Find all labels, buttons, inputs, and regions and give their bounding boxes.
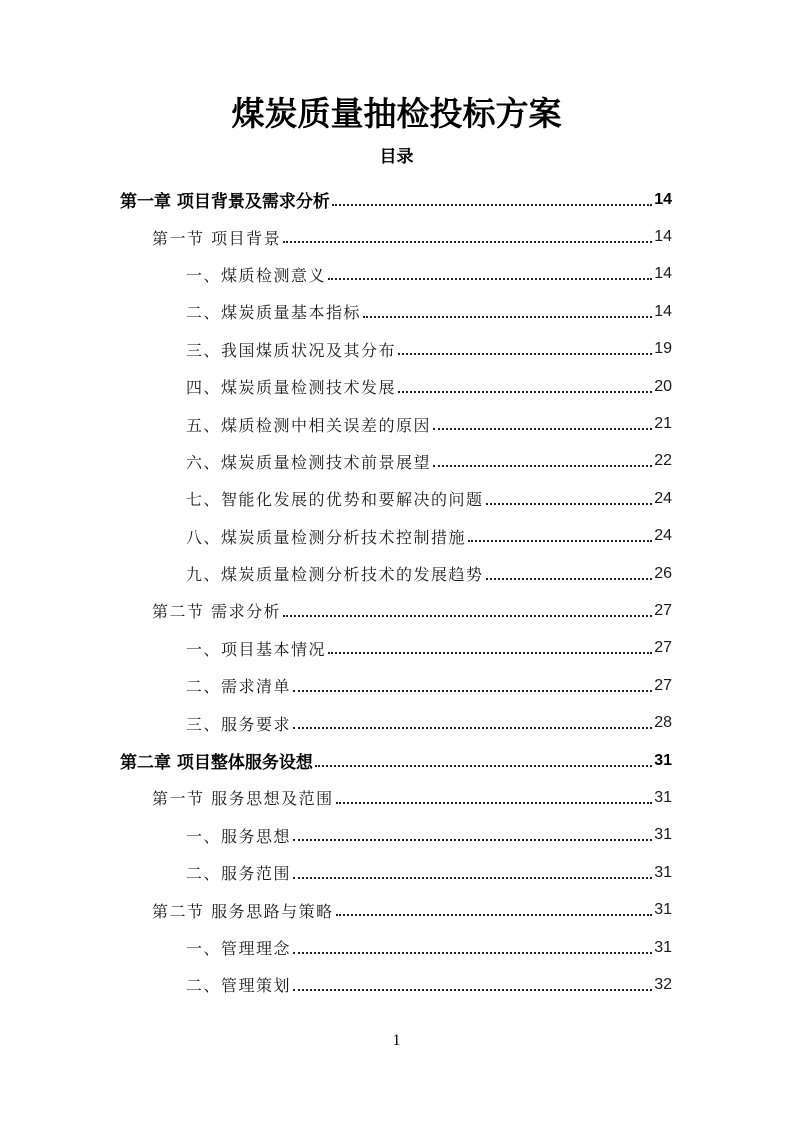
- toc-heading: 目录: [379, 147, 414, 167]
- dot-leader: [283, 227, 652, 247]
- toc-entry-page: 24: [654, 489, 672, 507]
- toc-entry-page: 27: [654, 676, 672, 694]
- toc-entry-label: 一、管理理念: [186, 939, 292, 958]
- dot-leader: [398, 339, 652, 359]
- dot-leader: [468, 526, 652, 546]
- toc-entry-item[interactable]: [0, 256, 793, 293]
- toc-entry-label: 二、管理策划: [186, 976, 292, 996]
- toc-entry-page: 14: [654, 228, 672, 246]
- toc-entry-label: 三、我国煤质状况及其分布: [186, 340, 397, 360]
- toc-entry-label: 五、煤质检测中相关误差的原因: [186, 415, 432, 435]
- toc-entry-label: 第一节 服务思想及范围: [152, 789, 334, 809]
- toc-entry-item[interactable]: [0, 704, 793, 741]
- toc-entry-item[interactable]: [0, 443, 793, 480]
- table-of-contents: [0, 181, 793, 1004]
- dot-leader: [293, 676, 652, 696]
- toc-entry-item[interactable]: [0, 368, 793, 405]
- toc-entry-label: 九、煤炭质量检测分析技术的发展趋势: [186, 565, 484, 585]
- dot-leader: [486, 489, 653, 509]
- toc-entry-page: 31: [654, 788, 672, 806]
- dot-leader: [486, 564, 653, 584]
- toc-entry-label: 第二节 需求分析: [152, 602, 282, 622]
- toc-entry-item[interactable]: [0, 817, 793, 854]
- dot-leader: [283, 601, 652, 621]
- toc-entry-label: 八、煤炭质量检测分析技术控制措施: [186, 527, 467, 547]
- toc-entry-section[interactable]: [0, 891, 793, 928]
- toc-entry-label: 六、煤炭质量检测技术前景展望: [186, 452, 432, 472]
- toc-entry-item[interactable]: [0, 555, 793, 592]
- dot-leader: [336, 788, 653, 808]
- toc-entry-page: 21: [654, 415, 672, 433]
- toc-entry-label: 四、煤炭质量检测技术发展: [186, 378, 397, 398]
- toc-entry-page: 31: [654, 938, 672, 956]
- toc-entry-item[interactable]: [0, 929, 793, 966]
- toc-entry-section[interactable]: [0, 592, 793, 629]
- toc-entry-label: 七、智能化发展的优势和要解决的问题: [186, 490, 484, 510]
- dot-leader: [315, 751, 652, 771]
- toc-entry-label: 一、煤质检测意义: [186, 265, 327, 285]
- dot-leader: [293, 713, 652, 733]
- toc-entry-item[interactable]: [0, 854, 793, 891]
- toc-entry-page: 20: [654, 377, 672, 395]
- toc-entry-item[interactable]: [0, 405, 793, 442]
- toc-entry-label: 第一节 项目背景: [152, 228, 282, 248]
- dot-leader: [336, 900, 653, 920]
- toc-entry-label: 二、服务范围: [186, 864, 292, 884]
- toc-entry-page: 31: [654, 863, 672, 881]
- dot-leader: [433, 414, 652, 434]
- toc-entry-label: 第二节 服务思路与策略: [152, 901, 334, 921]
- toc-entry-page: 14: [654, 302, 672, 320]
- toc-entry-chapter[interactable]: [0, 742, 793, 779]
- dot-leader: [293, 825, 652, 845]
- toc-entry-label: 第二章 项目整体服务设想: [120, 753, 313, 774]
- toc-entry-page: 31: [654, 826, 672, 844]
- toc-entry-page: 24: [654, 527, 672, 545]
- toc-entry-label: 一、服务思想: [186, 826, 292, 846]
- toc-entry-chapter[interactable]: [0, 181, 793, 218]
- toc-entry-item[interactable]: [0, 480, 793, 517]
- toc-entry-label: 第一章 项目背景及需求分析: [120, 192, 330, 213]
- toc-entry-page: 27: [654, 639, 672, 657]
- dot-leader: [398, 377, 652, 397]
- dot-leader: [433, 451, 652, 471]
- dot-leader: [328, 638, 652, 658]
- dot-leader: [332, 190, 652, 210]
- dot-leader: [293, 863, 652, 883]
- toc-entry-item[interactable]: [0, 966, 793, 1003]
- toc-entry-label: 三、服务要求: [186, 714, 292, 734]
- dot-leader: [293, 938, 652, 958]
- toc-entry-page: 28: [654, 714, 672, 732]
- toc-entry-item[interactable]: [0, 630, 793, 667]
- toc-entry-section[interactable]: [0, 779, 793, 816]
- toc-entry-item[interactable]: [0, 518, 793, 555]
- toc-entry-section[interactable]: [0, 218, 793, 255]
- toc-entry-page: 26: [654, 564, 672, 582]
- toc-entry-page: 14: [654, 265, 672, 283]
- toc-entry-page: 19: [654, 340, 672, 358]
- toc-entry-label: 二、需求清单: [186, 677, 292, 697]
- dot-leader: [293, 975, 652, 995]
- toc-entry-label: 二、煤炭质量基本指标: [186, 303, 362, 323]
- toc-entry-page: 31: [654, 901, 672, 919]
- toc-entry-item[interactable]: [0, 331, 793, 368]
- toc-entry-page: 22: [654, 452, 672, 470]
- toc-entry-page: 14: [654, 190, 672, 208]
- toc-entry-label: 一、项目基本情况: [186, 639, 327, 659]
- toc-entry-page: 32: [654, 975, 672, 993]
- page-number: 1: [392, 1032, 401, 1049]
- dot-leader: [363, 302, 652, 322]
- toc-entry-page: 31: [654, 751, 672, 769]
- document-title: 煤炭质量抽检投标方案: [231, 94, 562, 133]
- dot-leader: [328, 264, 652, 284]
- toc-entry-page: 27: [654, 601, 672, 619]
- toc-entry-item[interactable]: [0, 667, 793, 704]
- toc-entry-item[interactable]: [0, 293, 793, 330]
